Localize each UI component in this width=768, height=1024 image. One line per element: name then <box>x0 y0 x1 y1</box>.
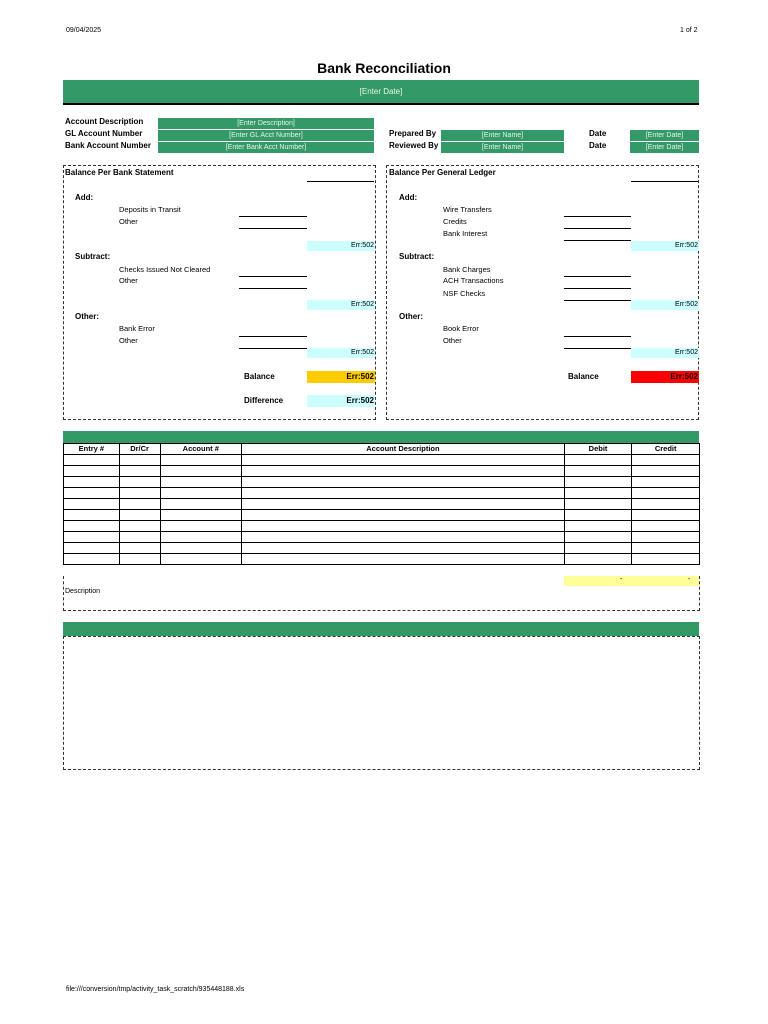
prepared-date-label: Date <box>589 129 607 138</box>
page-count: 1 of 2 <box>680 27 698 34</box>
ledger-other-total: Err:502 <box>631 348 699 358</box>
ledger-subtract-entry-line[interactable] <box>564 288 631 289</box>
file-path: file:///conversion/tmp/activity_task_scratch/935448188.xls <box>66 986 245 993</box>
journal-row <box>64 510 700 521</box>
ledger-add-item: Credits <box>443 217 467 226</box>
ledger-subtract-item: Bank Charges <box>443 265 491 274</box>
journal-cell[interactable] <box>160 466 242 477</box>
journal-cell[interactable] <box>564 488 632 499</box>
ledger-add-item: Wire Transfers <box>443 205 492 214</box>
ledger-add-label: Add: <box>399 193 418 202</box>
journal-cell[interactable] <box>119 532 160 543</box>
journal-row <box>64 499 700 510</box>
journal-cell[interactable] <box>160 488 242 499</box>
journal-cell[interactable] <box>64 554 120 565</box>
prepared-by-label: Prepared By <box>389 129 437 138</box>
journal-cell[interactable] <box>564 532 632 543</box>
bank-account-label: Bank Account Number <box>65 141 151 150</box>
journal-cell[interactable] <box>242 455 565 466</box>
bank-add-item: Other <box>119 217 138 226</box>
page-title: Bank Reconciliation <box>317 60 451 76</box>
ledger-subtract-item: NSF Checks <box>443 289 486 298</box>
reviewed-date-label: Date <box>589 141 607 150</box>
column-header-debit: Debit <box>564 444 632 455</box>
journal-row <box>64 488 700 499</box>
ledger-other-entry-line[interactable] <box>564 348 631 349</box>
journal-cell[interactable] <box>632 510 700 521</box>
journal-row <box>64 554 700 565</box>
ledger-subtract-label: Subtract: <box>399 252 435 261</box>
ledger-add-entry-line[interactable] <box>564 240 631 241</box>
reviewed-date-field[interactable]: [Enter Date] <box>630 142 699 153</box>
journal-cell[interactable] <box>242 543 565 554</box>
journal-header-row <box>64 444 700 455</box>
journal-cell[interactable] <box>119 499 160 510</box>
journal-cell[interactable] <box>242 466 565 477</box>
ledger-add-total: Err:502 <box>631 241 699 251</box>
journal-row <box>64 521 700 532</box>
debit-total: - <box>620 576 623 583</box>
ledger-subtract-total: Err:502 <box>631 300 699 310</box>
column-header-description: Account Description <box>242 444 565 455</box>
journal-cell[interactable] <box>160 455 242 466</box>
journal-row <box>64 477 700 488</box>
bank-balance-value: Err:502 <box>307 371 375 383</box>
bank-opening-balance-line[interactable] <box>307 181 374 182</box>
prepared-by-field[interactable]: [Enter Name] <box>441 130 564 141</box>
difference-value: Err:502 <box>307 395 375 407</box>
journal-cell[interactable] <box>632 521 700 532</box>
account-description-field[interactable]: [Enter Description] <box>158 118 374 129</box>
column-header-entry: Entry # <box>64 444 120 455</box>
journal-cell[interactable] <box>564 455 632 466</box>
journal-cell[interactable] <box>160 543 242 554</box>
bank-add-label: Add: <box>75 193 94 202</box>
credit-total: - <box>688 576 691 583</box>
journal-cell[interactable] <box>242 521 565 532</box>
journal-cell[interactable] <box>564 466 632 477</box>
ledger-add-entry-line[interactable] <box>564 228 631 229</box>
journal-row <box>64 543 700 554</box>
journal-cell[interactable] <box>632 499 700 510</box>
ledger-add-entry-line[interactable] <box>564 216 631 217</box>
bank-add-entry-line[interactable] <box>239 216 307 217</box>
journal-cell[interactable] <box>632 477 700 488</box>
journal-cell[interactable] <box>242 510 565 521</box>
prepared-date-field[interactable]: [Enter Date] <box>630 130 699 141</box>
journal-cell[interactable] <box>160 477 242 488</box>
journal-cell[interactable] <box>564 510 632 521</box>
journal-cell[interactable] <box>632 488 700 499</box>
journal-cell[interactable] <box>119 510 160 521</box>
reviewed-by-field[interactable]: [Enter Name] <box>441 142 564 153</box>
journal-entry-table <box>63 443 700 565</box>
journal-cell[interactable] <box>119 554 160 565</box>
difference-label: Difference <box>244 396 284 405</box>
bank-section-heading: Balance Per Bank Statement <box>65 168 174 177</box>
journal-cell[interactable] <box>64 477 120 488</box>
column-header-account: Account # <box>160 444 242 455</box>
bank-other-entry-line[interactable] <box>239 348 307 349</box>
date-banner-text[interactable]: [Enter Date] <box>359 87 403 96</box>
bank-add-total: Err:502 <box>307 241 375 251</box>
journal-cell[interactable] <box>64 455 120 466</box>
bank-subtract-item: Checks Issued Not Cleared <box>119 265 211 274</box>
ledger-balance-label: Balance <box>568 372 599 381</box>
journal-cell[interactable] <box>64 466 120 477</box>
notes-header-bar <box>63 622 699 636</box>
ledger-other-item: Book Error <box>443 324 479 333</box>
ledger-other-item: Other <box>443 336 462 345</box>
column-header-credit: Credit <box>632 444 700 455</box>
ledger-subtract-entry-line[interactable] <box>564 300 631 301</box>
notes-area[interactable] <box>63 636 700 770</box>
journal-header-bar <box>63 431 699 443</box>
journal-cell[interactable] <box>160 532 242 543</box>
journal-cell[interactable] <box>564 521 632 532</box>
bank-balance-label: Balance <box>244 372 275 381</box>
account-description-label: Account Description <box>65 117 144 126</box>
journal-cell[interactable] <box>632 554 700 565</box>
ledger-other-entry-line[interactable] <box>564 336 631 337</box>
ledger-other-label: Other: <box>399 312 423 321</box>
ledger-add-item: Bank Interest <box>443 229 488 238</box>
ledger-subtract-item: ACH Transactions <box>443 276 504 285</box>
gl-account-field[interactable]: [Enter GL Acct Number] <box>158 130 374 141</box>
journal-cell[interactable] <box>119 543 160 554</box>
gl-account-label: GL Account Number <box>65 129 143 138</box>
bank-subtract-label: Subtract: <box>75 252 111 261</box>
ledger-section-heading: Balance Per General Ledger <box>389 168 496 177</box>
journal-cell[interactable] <box>119 466 160 477</box>
bank-subtract-item: Other <box>119 276 138 285</box>
bank-subtract-entry-line[interactable] <box>239 288 307 289</box>
journal-cell[interactable] <box>119 477 160 488</box>
journal-cell[interactable] <box>564 543 632 554</box>
journal-cell[interactable] <box>564 477 632 488</box>
journal-cell[interactable] <box>64 532 120 543</box>
journal-cell[interactable] <box>242 554 565 565</box>
journal-cell[interactable] <box>119 455 160 466</box>
journal-cell[interactable] <box>160 499 242 510</box>
journal-cell[interactable] <box>632 455 700 466</box>
journal-cell[interactable] <box>64 521 120 532</box>
bank-subtract-total: Err:502 <box>307 300 375 310</box>
bank-other-item: Other <box>119 336 138 345</box>
journal-cell[interactable] <box>242 488 565 499</box>
journal-row <box>64 466 700 477</box>
journal-cell[interactable] <box>119 488 160 499</box>
banner-underline <box>63 103 699 105</box>
bank-other-label: Other: <box>75 312 99 321</box>
bank-account-field[interactable]: [Enter Bank Acct Number] <box>158 142 374 153</box>
journal-cell[interactable] <box>242 477 565 488</box>
journal-cell[interactable] <box>632 466 700 477</box>
journal-cell[interactable] <box>64 488 120 499</box>
journal-cell[interactable] <box>64 510 120 521</box>
journal-description-box[interactable] <box>63 576 700 611</box>
column-header-drcr: Dr/Cr <box>119 444 160 455</box>
journal-cell[interactable] <box>564 554 632 565</box>
ledger-subtract-entry-line[interactable] <box>564 276 631 277</box>
reviewed-by-label: Reviewed By <box>389 141 439 150</box>
journal-row <box>64 532 700 543</box>
print-date: 09/04/2025 <box>66 27 102 34</box>
bank-other-item: Bank Error <box>119 324 155 333</box>
bank-add-item: Deposits in Transit <box>119 205 181 214</box>
journal-cell[interactable] <box>160 554 242 565</box>
ledger-balance-value: Err:502 <box>631 371 699 383</box>
bank-subtract-entry-line[interactable] <box>239 276 307 277</box>
bank-add-entry-line[interactable] <box>239 228 307 229</box>
journal-cell[interactable] <box>242 499 565 510</box>
description-label: Description <box>65 588 101 595</box>
ledger-opening-balance-line[interactable] <box>631 181 698 182</box>
bank-other-total: Err:502 <box>307 348 375 358</box>
journal-cell[interactable] <box>64 543 120 554</box>
journal-cell[interactable] <box>242 532 565 543</box>
date-banner <box>63 80 699 103</box>
journal-cell[interactable] <box>160 510 242 521</box>
journal-cell[interactable] <box>632 543 700 554</box>
journal-cell[interactable] <box>632 532 700 543</box>
journal-cell[interactable] <box>564 499 632 510</box>
bank-other-entry-line[interactable] <box>239 336 307 337</box>
journal-cell[interactable] <box>160 521 242 532</box>
journal-row <box>64 455 700 466</box>
journal-cell[interactable] <box>119 521 160 532</box>
journal-cell[interactable] <box>64 499 120 510</box>
